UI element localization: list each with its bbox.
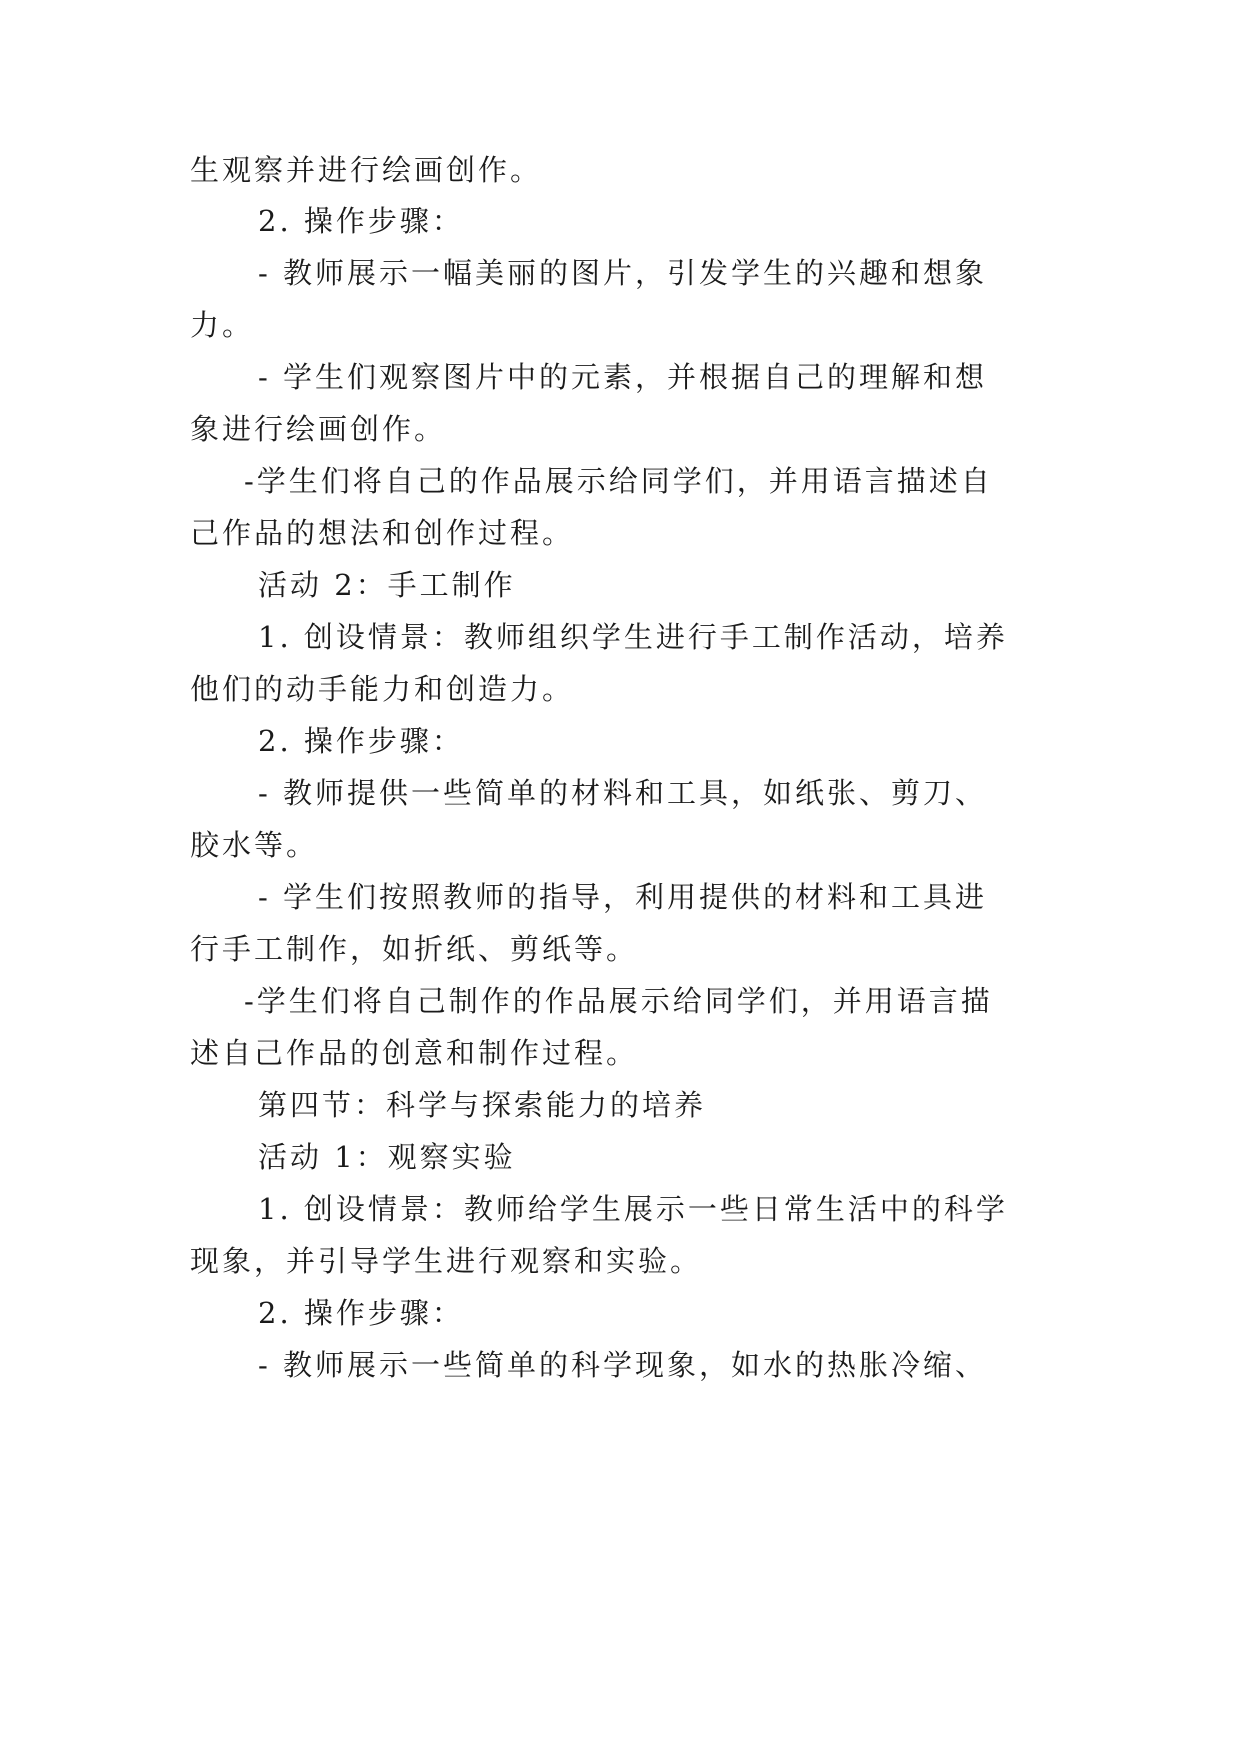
text-line-22: 现象，并引导学生进行观察和实验。 [190,1244,703,1278]
text-line-10: 1. 创设情景：教师组织学生进行手工制作活动，培养 [258,620,1008,654]
section-heading: 第四节：科学与探索能力的培养 [258,1088,707,1122]
text-line-3: - 教师展示一幅美丽的图片，引发学生的兴趣和想象 [258,256,988,290]
text-line-9: 活动 2：手工制作 [258,568,516,602]
text-line-5: - 学生们观察图片中的元素，并根据自己的理解和想 [258,360,988,394]
text-line-18: 述自己作品的创意和制作过程。 [190,1036,639,1070]
text-line-7: -学生们将自己的作品展示给同学们，并用语言描述自 [244,464,993,498]
text-line-13: - 教师提供一些简单的材料和工具，如纸张、剪刀、 [258,776,988,810]
text-line-21: 1. 创设情景：教师给学生展示一些日常生活中的科学 [258,1192,1008,1226]
text-line-11: 他们的动手能力和创造力。 [190,672,575,706]
text-line-16: 行手工制作，如折纸、剪纸等。 [190,932,639,966]
text-line-24: - 教师展示一些简单的科学现象，如水的热胀冷缩、 [258,1348,988,1382]
text-line-17: -学生们将自己制作的作品展示给同学们，并用语言描 [244,984,993,1018]
text-line-14: 胶水等。 [190,828,319,862]
text-line-6: 象进行绘画创作。 [190,412,447,446]
text-line-12: 2. 操作步骤： [258,724,464,758]
text-line-20: 活动 1：观察实验 [258,1140,516,1174]
text-line-2: 2. 操作步骤： [258,204,464,238]
text-line-8: 己作品的想法和创作过程。 [190,516,575,550]
text-line-1: 生观察并进行绘画创作。 [190,153,543,187]
text-line-15: - 学生们按照教师的指导，利用提供的材料和工具进 [258,880,988,914]
text-line-23: 2. 操作步骤： [258,1296,464,1330]
text-line-4: 力。 [190,308,255,342]
